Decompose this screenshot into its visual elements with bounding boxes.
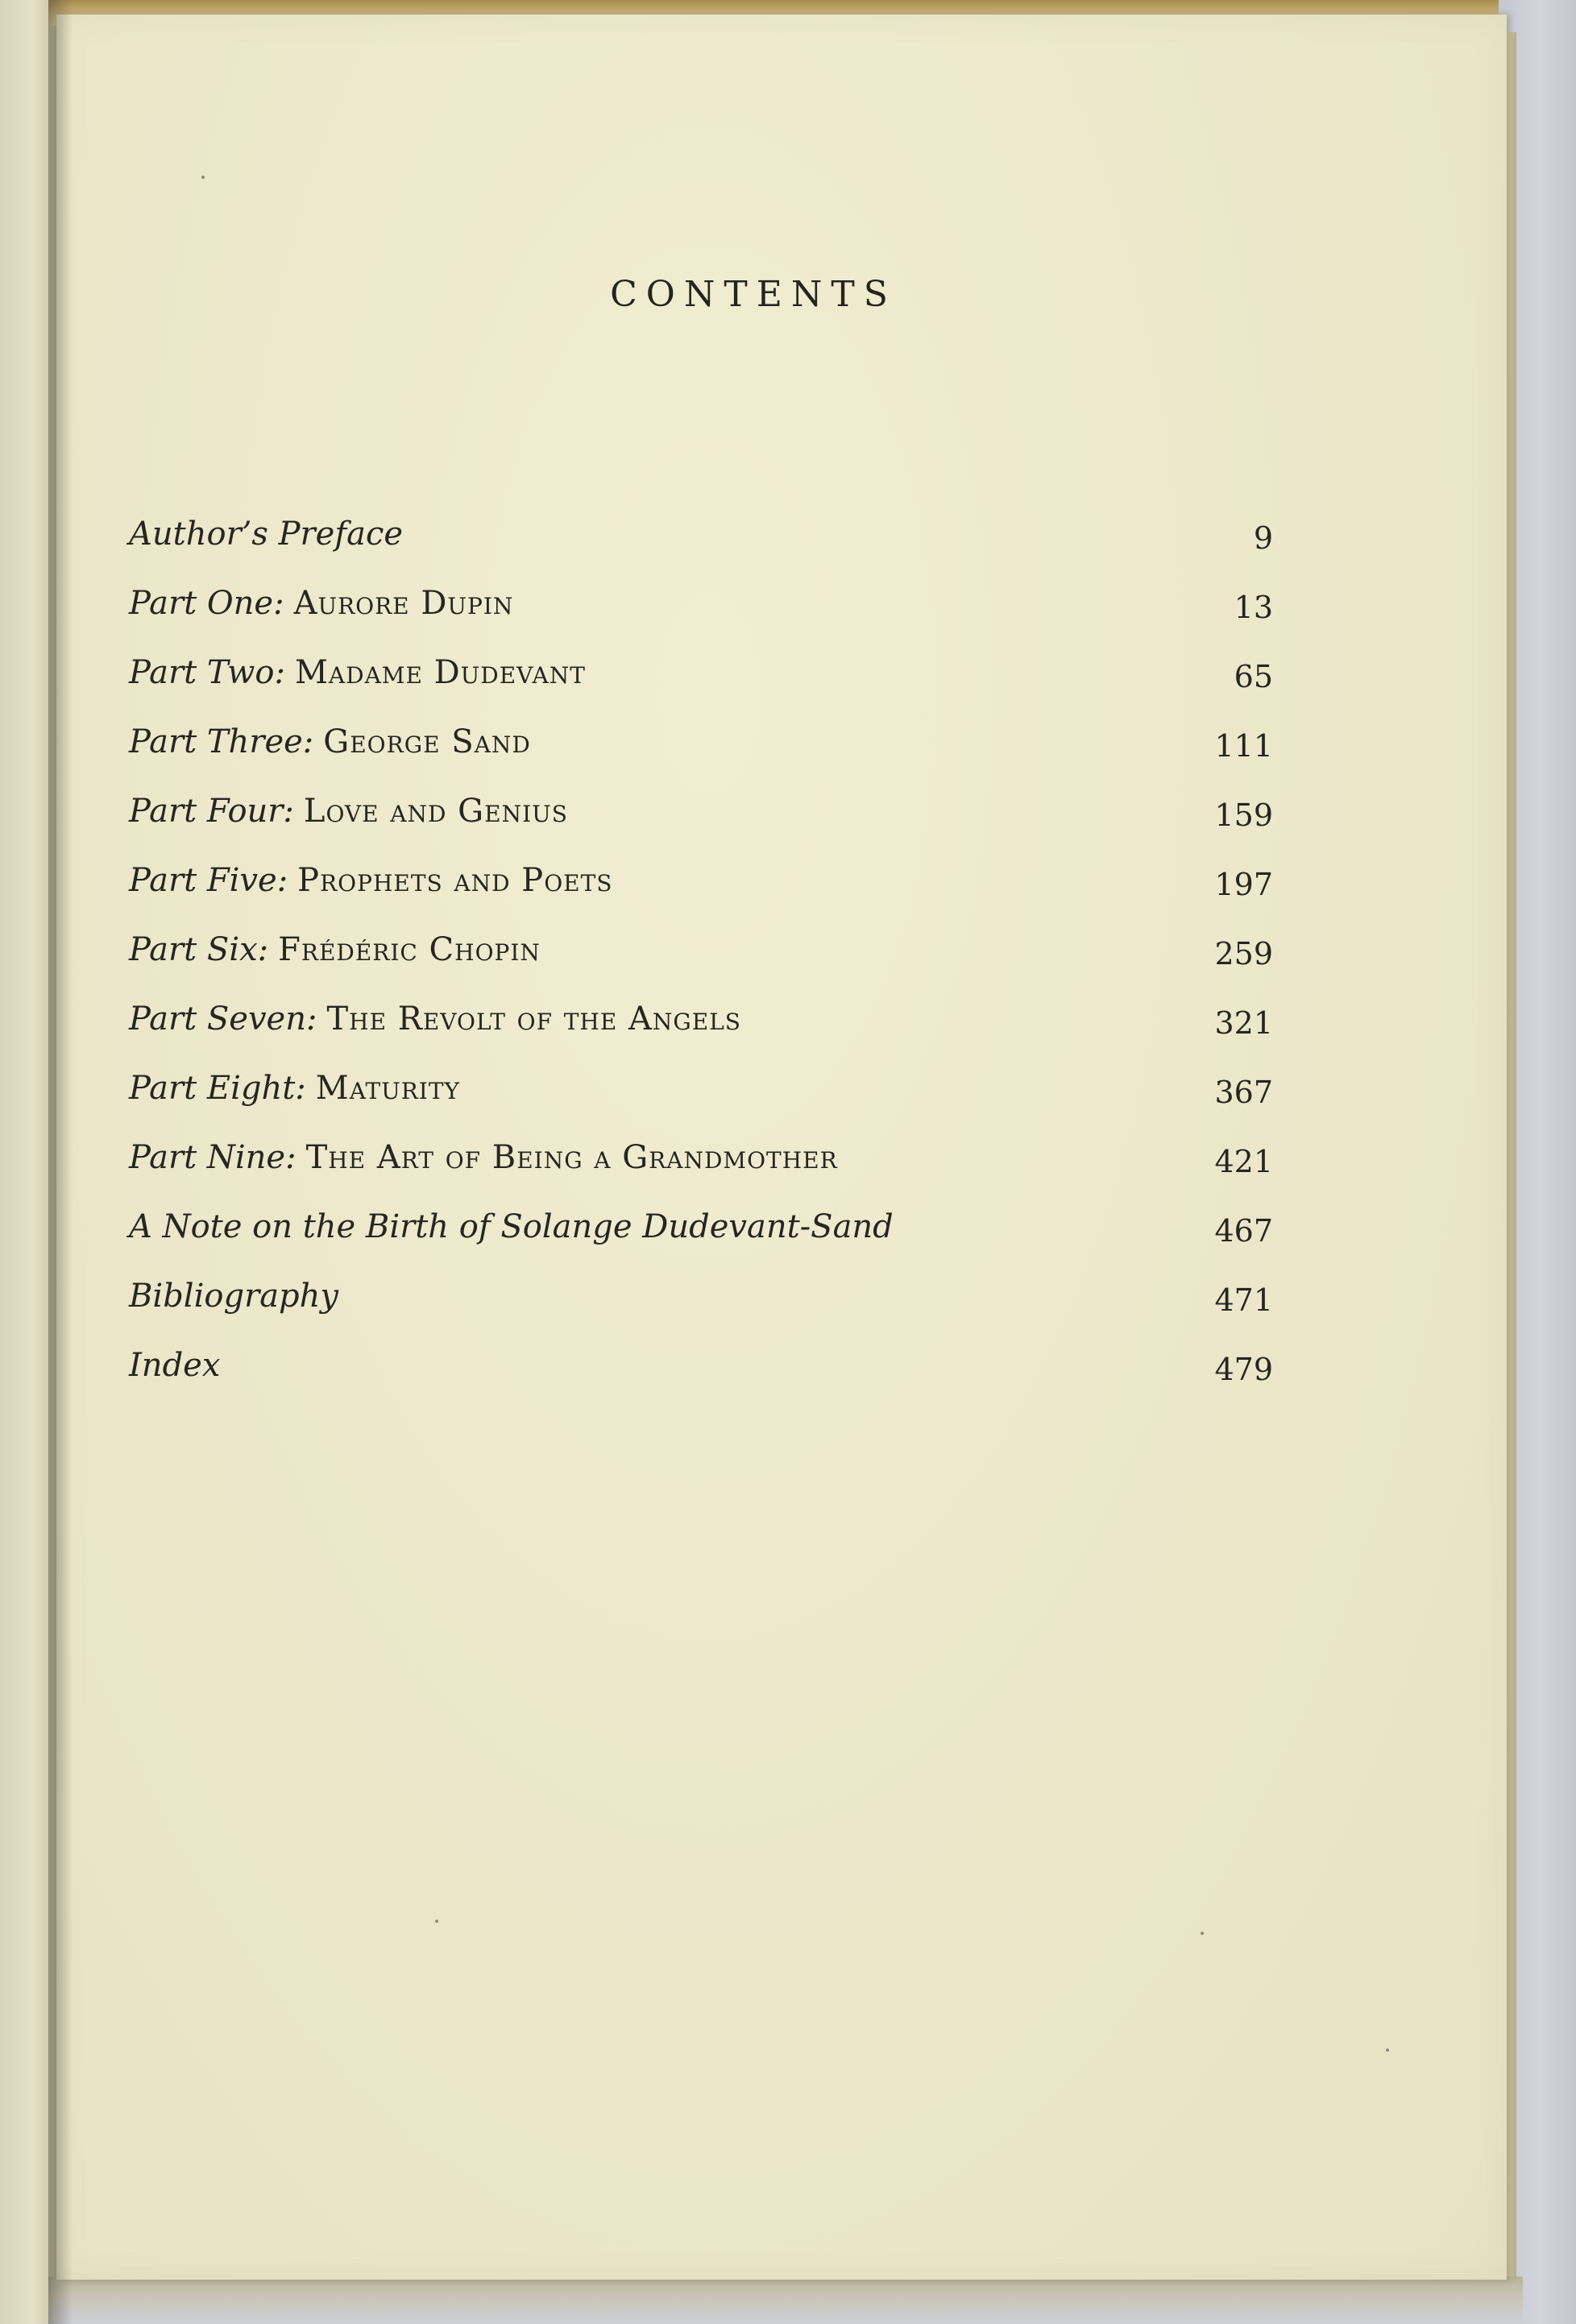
toc-part-label: Part Eight:	[129, 1070, 306, 1107]
toc-entry[interactable]	[129, 793, 1273, 862]
toc-entry-title: Index	[129, 1347, 221, 1384]
toc-part-name: Love and Genius	[303, 793, 568, 830]
table-of-contents	[129, 516, 1273, 1416]
toc-page-number: 471	[1214, 1282, 1273, 1318]
toc-page-number: 197	[1214, 867, 1273, 902]
toc-entry[interactable]	[129, 723, 1273, 793]
toc-part-label: Part Nine:	[129, 1139, 297, 1176]
toc-page-number: 479	[1214, 1352, 1273, 1387]
paper-speck	[1201, 1932, 1204, 1935]
toc-part-name: Maturity	[315, 1070, 461, 1107]
toc-entry-label	[129, 1278, 338, 1315]
toc-page-number: 159	[1214, 797, 1273, 833]
toc-part-label: Part Six:	[129, 931, 269, 968]
bottom-page-edge	[48, 2276, 1523, 2324]
toc-page-number: 321	[1214, 1005, 1273, 1041]
spine-shadow	[48, 0, 73, 2324]
toc-entry[interactable]	[129, 1139, 1273, 1208]
toc-entry[interactable]	[129, 585, 1273, 654]
toc-entry[interactable]	[129, 1070, 1273, 1139]
toc-part-name: George Sand	[323, 723, 531, 760]
toc-page-number: 421	[1214, 1144, 1273, 1179]
toc-part-label: Part Seven:	[129, 1000, 317, 1038]
toc-entry-title: Bibliography	[129, 1278, 338, 1315]
toc-entry-label	[129, 516, 403, 553]
toc-entry-title: A Note on the Birth of Solange Dudevant-Sand	[129, 1208, 894, 1245]
toc-entry-label	[129, 1070, 460, 1107]
toc-page-number: 65	[1234, 659, 1273, 694]
toc-entry-label	[129, 1139, 838, 1176]
toc-part-label: Part Two:	[129, 654, 285, 691]
toc-entry[interactable]	[129, 516, 1273, 585]
toc-page-number: 367	[1214, 1075, 1273, 1110]
toc-part-label: Part Five:	[129, 862, 288, 899]
toc-part-label: Part One:	[129, 585, 284, 622]
paper-speck	[201, 176, 205, 179]
toc-part-name: Madame Dudevant	[294, 654, 586, 691]
paper-speck	[1386, 2049, 1389, 2052]
toc-page-number: 467	[1214, 1213, 1273, 1249]
toc-part-name: Aurore Dupin	[293, 585, 514, 622]
toc-entry[interactable]	[129, 931, 1273, 1000]
toc-entry-label	[129, 1000, 741, 1038]
toc-entry[interactable]	[129, 1278, 1273, 1347]
toc-entry-label	[129, 862, 612, 899]
toc-entry[interactable]	[129, 1208, 1273, 1278]
paper-speck	[435, 1920, 438, 1923]
toc-part-label: Part Three:	[129, 723, 314, 760]
toc-entry-label	[129, 1208, 894, 1245]
toc-entry-label	[129, 931, 541, 968]
toc-entry-label	[129, 585, 513, 622]
toc-entry-label	[129, 793, 568, 830]
toc-page-number: 259	[1214, 936, 1273, 971]
toc-part-name: Prophets and Poets	[297, 862, 613, 899]
toc-entry-label	[129, 654, 586, 691]
toc-part-name: The Art of Being a Grandmother	[305, 1139, 838, 1176]
toc-page-number: 111	[1214, 728, 1273, 764]
toc-part-name: The Revolt of the Angels	[326, 1000, 741, 1038]
toc-entry-label	[129, 1347, 220, 1384]
toc-entry[interactable]	[129, 862, 1273, 931]
toc-entry-title: Author’s Preface	[129, 516, 404, 553]
toc-entry[interactable]	[129, 1347, 1273, 1416]
toc-entry-label	[129, 723, 531, 760]
toc-page-number: 9	[1253, 520, 1273, 556]
toc-page-number: 13	[1234, 590, 1273, 625]
toc-part-name: Frédéric Chopin	[278, 931, 541, 968]
toc-entry[interactable]	[129, 654, 1273, 723]
toc-part-label: Part Four:	[129, 793, 294, 830]
page-title: CONTENTS	[610, 274, 897, 315]
toc-entry[interactable]	[129, 1000, 1273, 1070]
